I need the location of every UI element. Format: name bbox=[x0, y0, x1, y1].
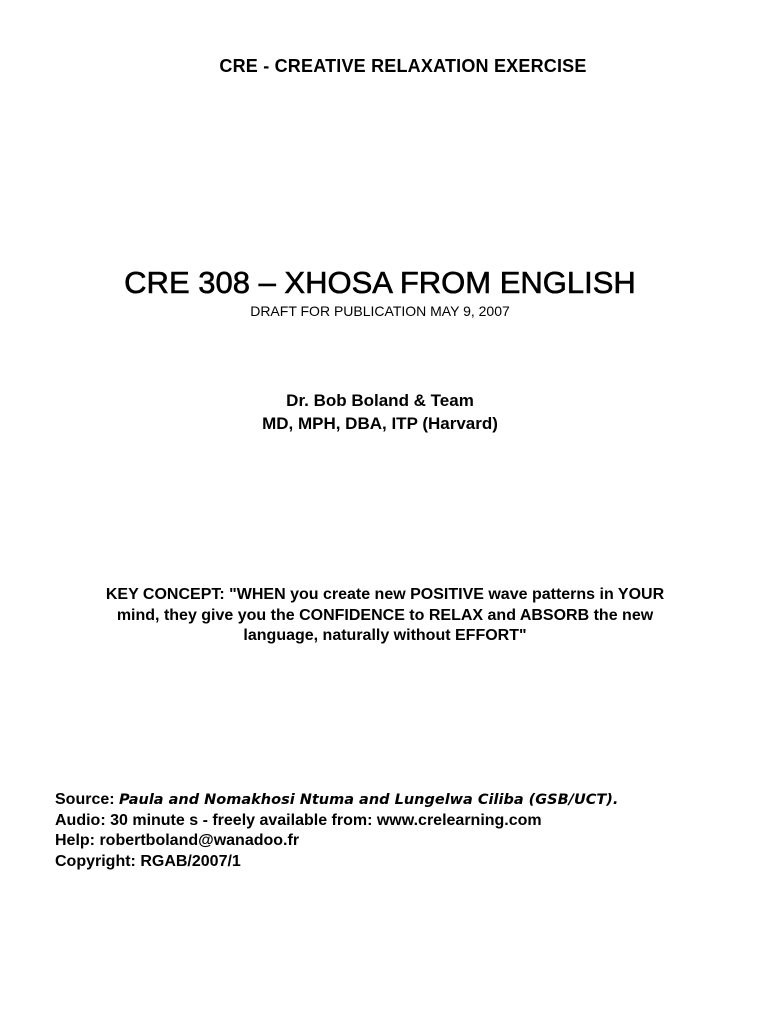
key-concept-line: language, naturally without EFFORT" bbox=[243, 627, 527, 644]
help-line: Help: robertboland@wanadoo.fr bbox=[55, 832, 300, 849]
draft-notice: DRAFT FOR PUBLICATION MAY 9, 2007 bbox=[250, 303, 510, 319]
copyright-line: Copyright: RGAB/2007/1 bbox=[55, 852, 241, 870]
footer-info bbox=[55, 790, 735, 872]
audio-line: Audio: 30 minute s - freely available from: www.crelearning.com bbox=[55, 811, 542, 829]
key-concept bbox=[60, 585, 710, 647]
source-text: Paula and Nomakhosi Ntuma and Lungelwa Ciliba (GSB/UCT). bbox=[119, 792, 619, 808]
source-label: Source: bbox=[55, 791, 120, 808]
document-title: CRE 308 – XHOSA FROM ENGLISH bbox=[124, 265, 636, 300]
author-name: Dr. Bob Boland & Team bbox=[286, 391, 474, 410]
header-title: CRE - CREATIVE RELAXATION EXERCISE bbox=[219, 56, 587, 76]
key-concept-line: KEY CONCEPT: "WHEN you create new POSITIVE wave patterns in YOUR bbox=[105, 586, 665, 603]
author-credentials: MD, MPH, DBA, ITP (Harvard) bbox=[262, 414, 498, 433]
author-block bbox=[0, 389, 760, 435]
key-concept-line: mind, they give you the CONFIDENCE to RELAX and ABSORB the new bbox=[116, 606, 654, 624]
source-line bbox=[55, 790, 735, 811]
